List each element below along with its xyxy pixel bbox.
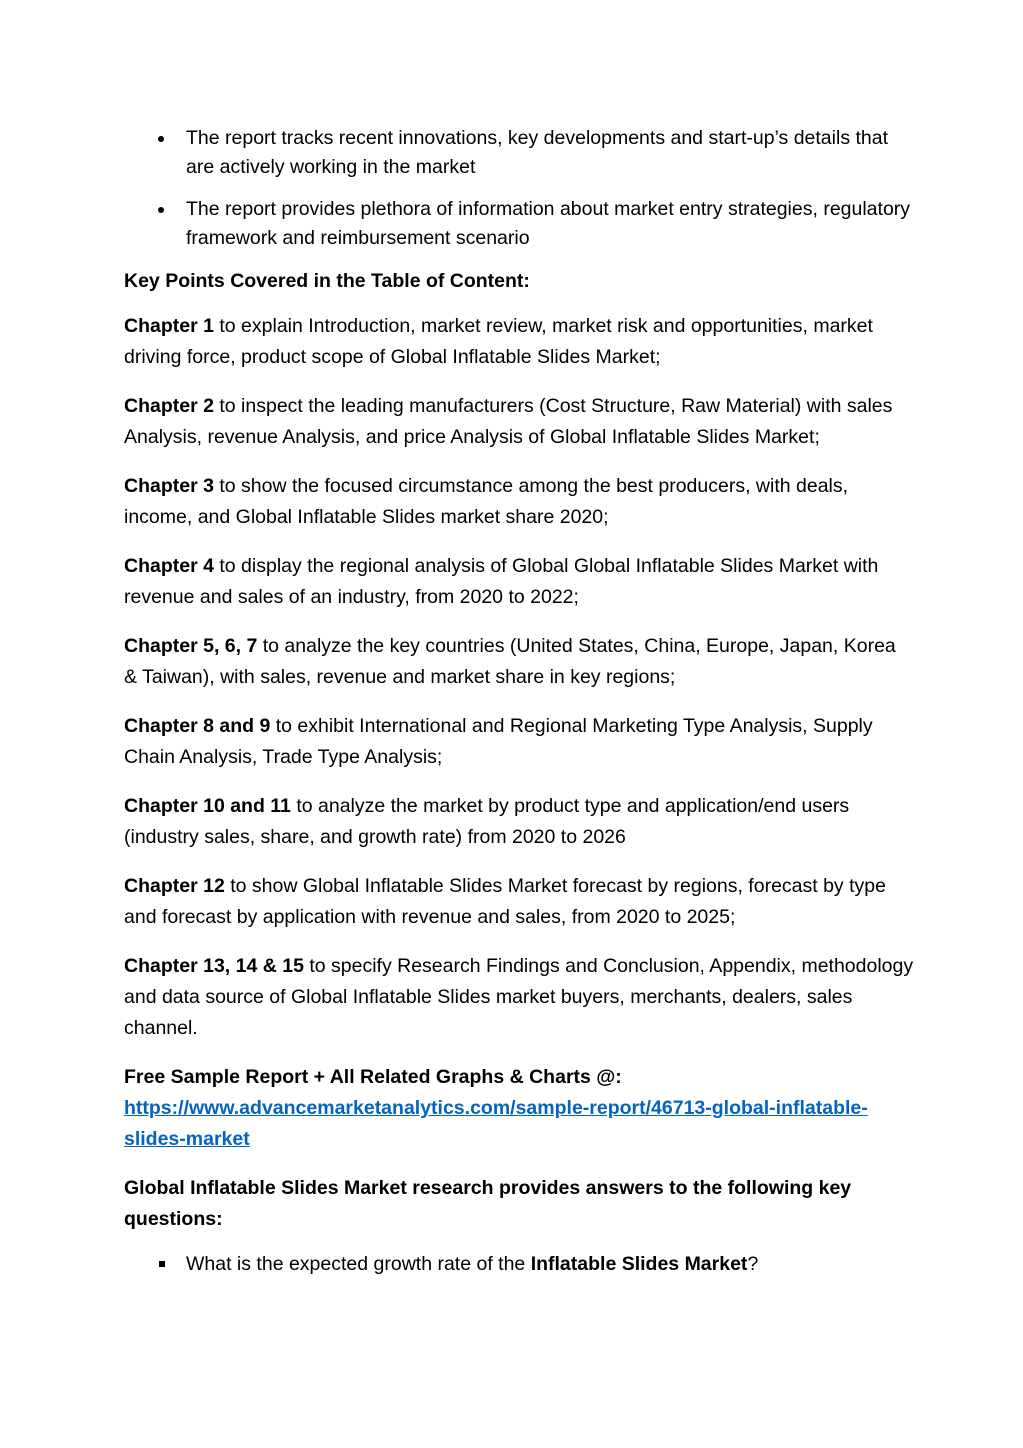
- chapter-label: Chapter 8 and 9: [124, 715, 271, 737]
- chapter-paragraph: [124, 871, 914, 933]
- sample-report-label: Free Sample Report + All Related Graphs & Charts @:: [124, 1066, 622, 1088]
- list-item: [124, 1250, 914, 1279]
- chapter-paragraph: [124, 711, 914, 773]
- chapter-label: Chapter 4: [124, 555, 214, 577]
- bullet-dot-icon: [158, 207, 164, 213]
- chapter-text: to analyze the market by product type and application/end users (industry sales, share, and growth rate) from 2020 to 2026: [124, 795, 850, 848]
- chapter-paragraph: [124, 391, 914, 453]
- list-item: [124, 124, 914, 182]
- intro-bullet-list: [124, 124, 914, 253]
- chapter-text: to exhibit International and Regional Marketing Type Analysis, Supply Chain Analysis, Trade Type Analysis;: [124, 715, 873, 768]
- chapter-text: to show the focused circumstance among the best producers, with deals, income, and Global Inflatable Slides market share 2020;: [124, 475, 849, 528]
- chapter-text: to inspect the leading manufacturers (Cost Structure, Raw Material) with sales Analysis, revenue Analysis, and price Analysis of Global Inflatable Slides Market;: [124, 395, 893, 448]
- chapter-paragraph: [124, 951, 914, 1044]
- chapter-label: Chapter 13, 14 & 15: [124, 955, 304, 977]
- chapter-label: Chapter 2: [124, 395, 214, 417]
- bullet-square-icon: [159, 1261, 165, 1267]
- chapter-text: to display the regional analysis of Global Global Inflatable Slides Market with revenue and sales of an industry, from 2020 to 2022;: [124, 555, 879, 608]
- chapter-paragraph: [124, 631, 914, 693]
- chapter-text: to specify Research Findings and Conclusion, Appendix, methodology and data source of Global Inflatable Slides market buyers, merchants, dealers, sales channel.: [124, 955, 914, 1039]
- question-bold: Inflatable Slides Market: [530, 1253, 748, 1275]
- chapter-text: to analyze the key countries (United States, China, Europe, Japan, Korea & Taiwan), with sales, revenue and market share in key regions;: [124, 635, 896, 688]
- question-suffix: ?: [747, 1253, 759, 1275]
- bullet-dot-icon: [158, 136, 164, 142]
- bullet-text: The report provides plethora of information about market entry strategies, regulatory framework and reimbursement scenario: [186, 198, 911, 249]
- questions-heading: Global Inflatable Slides Market research provides answers to the following key questions:: [124, 1177, 852, 1230]
- bullet-text: The report tracks recent innovations, key developments and start-up’s details that are actively working in the market: [186, 127, 889, 178]
- toc-heading: Key Points Covered in the Table of Content:: [124, 270, 530, 292]
- list-item: [124, 195, 914, 253]
- chapter-paragraph: [124, 311, 914, 373]
- chapter-label: Chapter 1: [124, 315, 214, 337]
- sample-report-block: [124, 1062, 914, 1155]
- chapter-label: Chapter 12: [124, 875, 225, 897]
- chapter-text: to show Global Inflatable Slides Market forecast by regions, forecast by type and forecast by application with revenue and sales, from 2020 to 2025;: [124, 875, 886, 928]
- questions-list: [124, 1250, 914, 1279]
- chapter-paragraph: [124, 471, 914, 533]
- question-prefix: What is the expected growth rate of the: [186, 1253, 531, 1275]
- chapter-text: to explain Introduction, market review, market risk and opportunities, market driving force, product scope of Global Inflatable Slides Market;: [124, 315, 873, 368]
- chapter-paragraph: [124, 791, 914, 853]
- chapter-label: Chapter 3: [124, 475, 214, 497]
- page-content: [124, 124, 914, 1292]
- sample-report-link[interactable]: https://www.advancemarketanalytics.com/sample-report/46713-global-inflatable-slides-market: [124, 1097, 868, 1150]
- chapter-label: Chapter 10 and 11: [124, 795, 291, 817]
- chapter-label: Chapter 5, 6, 7: [124, 635, 258, 657]
- chapter-paragraph: [124, 551, 914, 613]
